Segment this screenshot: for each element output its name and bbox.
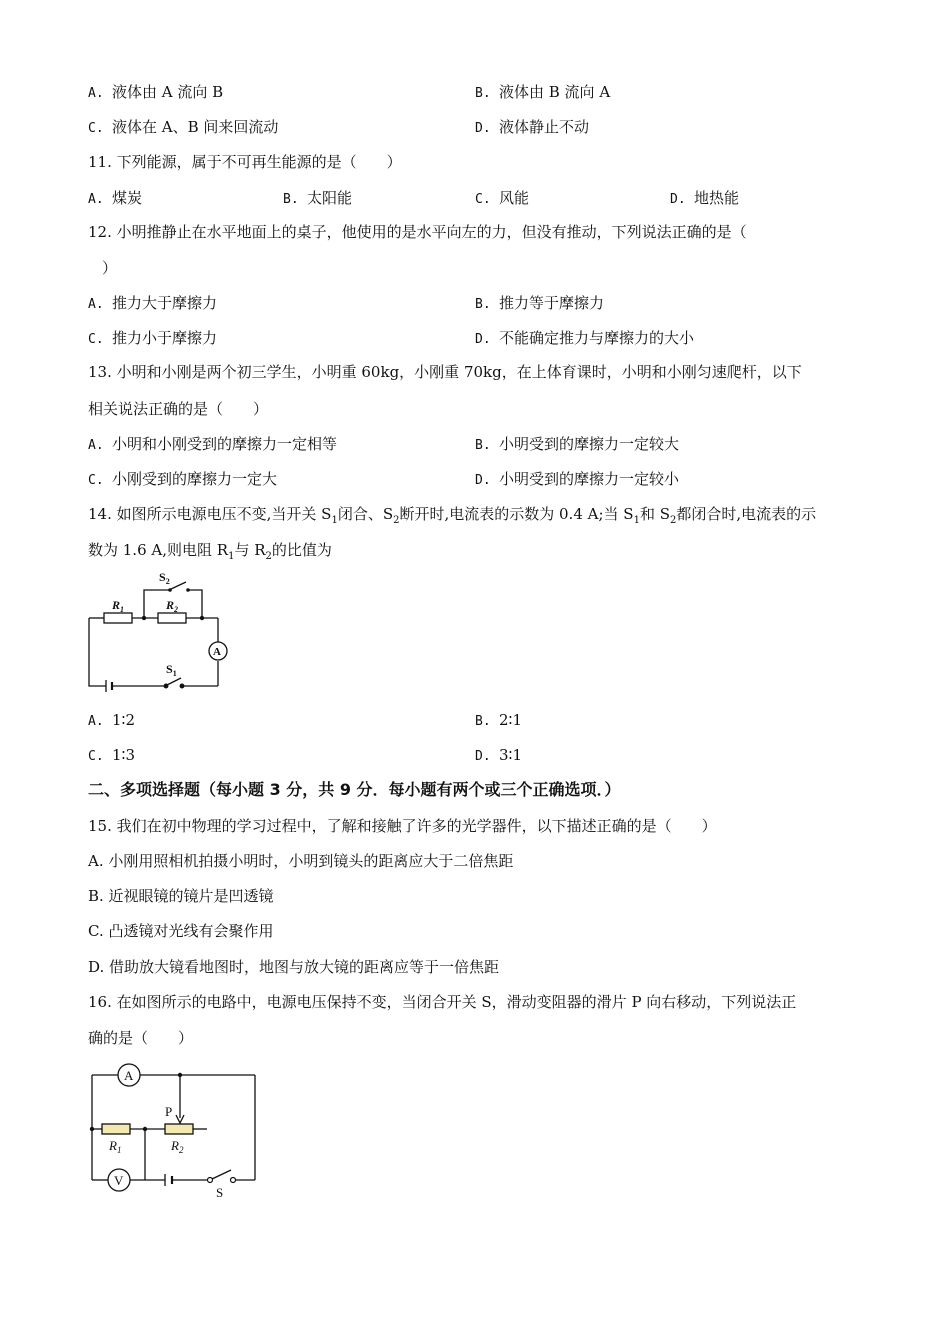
option-text: 推力大于摩擦力	[112, 294, 218, 312]
option-label: D.	[475, 473, 491, 488]
q10-option-a[interactable]	[88, 82, 223, 104]
option-text: 小明受到的摩擦力一定较大	[499, 435, 680, 453]
q12-option-a[interactable]	[88, 293, 217, 315]
q15-option-b[interactable]: B. 近视眼镜的镜片是凹透镜	[88, 887, 274, 905]
text-run: 都闭合时,电流表的示	[676, 505, 817, 523]
option-text: 1∶3	[112, 746, 135, 764]
option-label: C.	[88, 473, 104, 488]
q16-circuit-diagram	[85, 1060, 265, 1205]
option-text: 3∶1	[499, 746, 522, 764]
option-label: B.	[475, 297, 491, 312]
subscript: 2	[393, 515, 400, 526]
option-text: 不能确定推力与摩擦力的大小	[499, 329, 695, 347]
subscript: 1	[331, 515, 338, 526]
ammeter-label: A	[213, 646, 221, 658]
r2-label: $R_2$	[171, 1138, 184, 1155]
option-label: A.	[88, 86, 104, 101]
r2-label: $R_2$	[166, 598, 179, 614]
q11-option-a[interactable]	[88, 188, 142, 210]
option-label: B.	[283, 192, 299, 207]
option-label: B.	[475, 86, 491, 101]
option-label: C.	[88, 749, 104, 764]
section-heading: 二、多项选择题（每小题 3 分，共 9 分．每小题有两个或三个正确选项．）	[88, 780, 621, 799]
q11-option-c[interactable]	[475, 188, 529, 210]
q12-option-c[interactable]	[88, 328, 217, 350]
q15-stem: 15. 我们在初中物理的学习过程中，了解和接触了许多的光学器件，以下描述正确的是（ ）	[88, 817, 717, 835]
q13-option-a[interactable]	[88, 434, 337, 456]
option-text: 液体在 A、B 间来回流动	[112, 118, 279, 136]
q14-circuit-diagram	[82, 568, 242, 693]
option-label: D.	[475, 332, 491, 347]
text-run: 闭合、S	[337, 505, 394, 523]
s1-label: $S_1$	[166, 662, 177, 678]
subscript: 2	[265, 551, 272, 562]
text-run: 的比值为	[271, 541, 332, 559]
option-text: 小明受到的摩擦力一定较小	[499, 470, 680, 488]
ammeter-label: A	[124, 1068, 134, 1083]
q10-option-c[interactable]	[88, 117, 278, 139]
switch-s-label: S	[216, 1185, 224, 1200]
r1-label: $R_1$	[112, 598, 125, 614]
option-label: D.	[475, 749, 491, 764]
q15-option-d[interactable]: D. 借助放大镜看地图时，地图与放大镜的距离应等于一倍焦距	[88, 958, 500, 976]
option-label: A.	[88, 714, 104, 729]
q13-option-d[interactable]	[475, 469, 679, 491]
option-text: 风能	[499, 189, 530, 207]
text-run: 和 S	[639, 505, 670, 523]
q10-option-d[interactable]	[475, 117, 589, 139]
q14-option-c[interactable]	[88, 745, 135, 767]
q13-option-c[interactable]	[88, 469, 277, 491]
q14-option-a[interactable]	[88, 710, 135, 732]
option-text: 液体由 B 流向 A	[499, 83, 611, 101]
q15-option-c[interactable]: C. 凸透镜对光线有会聚作用	[88, 922, 274, 940]
q14-option-d[interactable]	[475, 745, 522, 767]
option-text: 液体由 A 流向 B	[112, 83, 224, 101]
option-text: 液体静止不动	[499, 118, 590, 136]
option-text: 地热能	[694, 189, 740, 207]
option-label: B.	[475, 438, 491, 453]
slider-p-label: P	[165, 1104, 173, 1119]
q11-option-b[interactable]	[283, 188, 352, 210]
r1-label: $R_1$	[109, 1138, 122, 1155]
text-run: 与 R	[234, 541, 266, 559]
option-label: D.	[475, 121, 491, 136]
q11-option-d[interactable]	[670, 188, 739, 210]
s2-label: $S_2$	[159, 570, 170, 586]
option-text: 太阳能	[307, 189, 353, 207]
option-label: C.	[88, 332, 104, 347]
q12-stem-line2: ）	[102, 259, 118, 277]
q12-stem-line1: 12. 小明推静止在水平地面上的桌子，他使用的是水平向左的力，但没有推动，下列说法正确的是（	[88, 223, 747, 241]
q16-stem-line1: 16. 在如图所示的电路中，电源电压保持不变，当闭合开关 S，滑动变阻器的滑片 P 向右移动，下列说法正	[88, 993, 797, 1011]
option-text: 推力等于摩擦力	[499, 294, 605, 312]
q12-option-d[interactable]	[475, 328, 694, 350]
subscript: 1	[228, 551, 235, 562]
option-label: A.	[88, 297, 104, 312]
option-text: 小刚受到的摩擦力一定大	[112, 470, 278, 488]
option-label: C.	[475, 192, 491, 207]
text-run: 数为 1.6 A,则电阻 R	[88, 541, 229, 559]
q14-option-b[interactable]	[475, 710, 522, 732]
q13-stem-line1: 13. 小明和小刚是两个初三学生，小明重 60kg，小刚重 70kg，在上体育课时，小明和小刚匀速爬杆，以下	[88, 363, 802, 381]
q14-stem-line2	[88, 540, 332, 567]
q13-option-b[interactable]	[475, 434, 679, 456]
q11-stem: 11. 下列能源，属于不可再生能源的是（ ）	[88, 153, 402, 171]
option-label: D.	[670, 192, 686, 207]
option-text: 1∶2	[112, 711, 135, 729]
q13-stem-line2: 相关说法正确的是（ ）	[88, 400, 269, 418]
option-label: B.	[475, 714, 491, 729]
text-run: 14. 如图所示电源电压不变,当开关 S	[88, 505, 332, 523]
option-label: A.	[88, 438, 104, 453]
option-text: 2∶1	[499, 711, 522, 729]
subscript: 1	[633, 515, 640, 526]
q12-option-b[interactable]	[475, 293, 604, 315]
option-text: 煤炭	[112, 189, 143, 207]
q14-stem-line1	[88, 504, 816, 531]
q15-option-a[interactable]: A. 小刚用照相机拍摄小明时，小明到镜头的距离应大于二倍焦距	[88, 852, 514, 870]
voltmeter-label: V	[114, 1173, 124, 1188]
option-text: 小明和小刚受到的摩擦力一定相等	[112, 435, 338, 453]
q10-option-b[interactable]	[475, 82, 610, 104]
option-label: C.	[88, 121, 104, 136]
option-text: 推力小于摩擦力	[112, 329, 218, 347]
text-run: 断开时,电流表的示数为 0.4 A;当 S	[399, 505, 634, 523]
option-label: A.	[88, 192, 104, 207]
q16-stem-line2: 确的是（ ）	[88, 1029, 194, 1047]
subscript: 2	[669, 515, 677, 526]
